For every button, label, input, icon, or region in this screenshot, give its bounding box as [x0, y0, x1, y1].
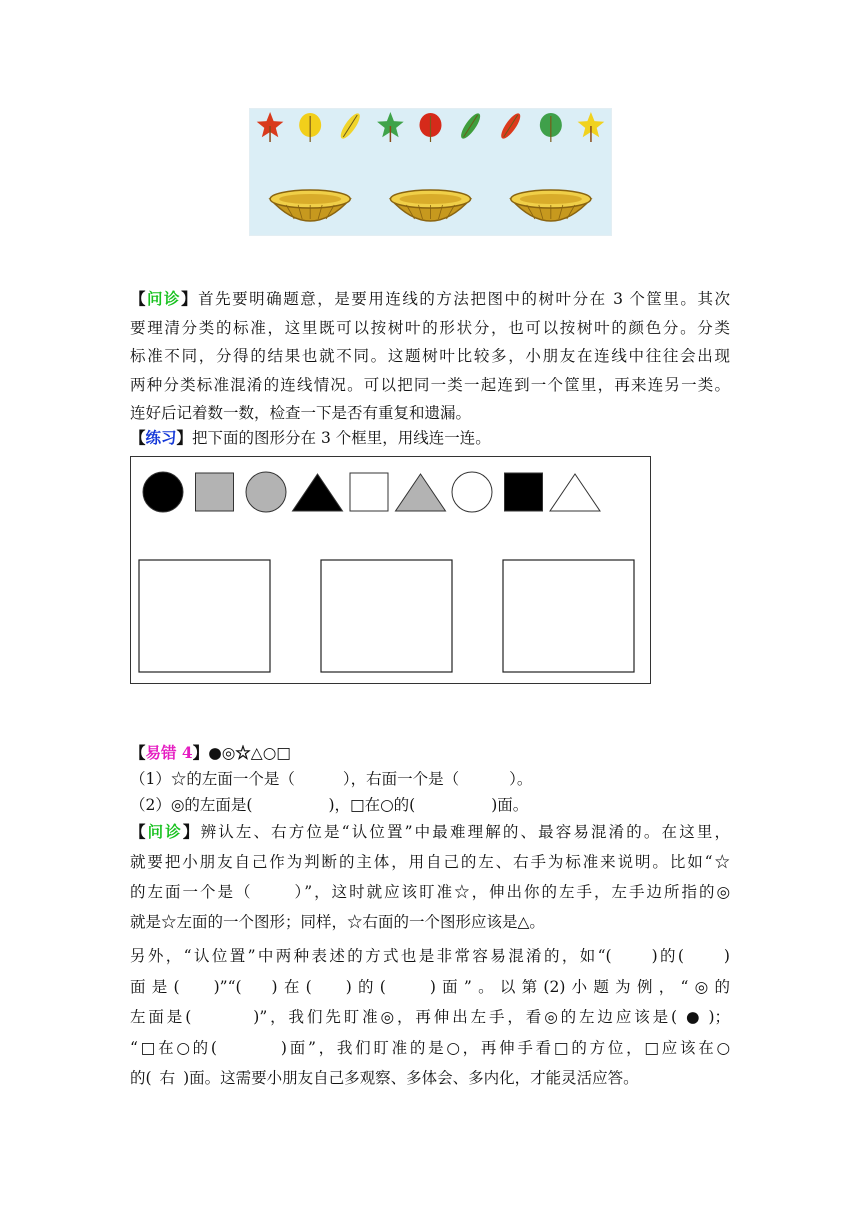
triangle-shape [550, 474, 600, 511]
question-2 [130, 793, 750, 817]
basket-icon [270, 190, 350, 221]
q2-part-c: )面。 [491, 796, 529, 814]
diagnosis1-line-3: 标准不同，分得的结果也就不同。这题树叶比较多，小朋友在连线中往往会出现 [130, 347, 730, 366]
diagnosis2-line-4: 就是☆左面的一个图形；同样，☆右面的一个图形应该是△。 [130, 913, 545, 931]
practice-text: 把下面的图形分在 3 个框里，用线连一连。 [192, 429, 491, 447]
leaves-and-baskets-picture [249, 108, 612, 236]
practice-heading [130, 424, 730, 453]
also-line-2e: )面”。以第(2)小题为例，“◎的 [429, 977, 730, 996]
basket-icon [391, 190, 471, 221]
also-line-2c: )在( [271, 977, 312, 996]
basket-icon [511, 190, 591, 221]
mistake4-tag-close: 】 [192, 743, 209, 762]
also-line-1b: )的( [651, 947, 684, 965]
circle-shape [143, 472, 183, 512]
answer-box [139, 560, 270, 672]
leaf-maple-icon [578, 112, 605, 142]
also-answer-right: 右 [159, 1069, 176, 1087]
shapes-exercise-box [130, 456, 651, 684]
also-answer-dot: ● [683, 1008, 703, 1026]
practice-tag-close: 】 [176, 428, 193, 447]
diagnosis-paragraph-1 [130, 285, 730, 428]
leaf-long-icon [338, 111, 363, 141]
q1-part-a: （1）☆的左面一个是（ [130, 770, 295, 788]
square-shape [505, 473, 543, 511]
also-line-3b: )”，我们先盯准◎，再伸出左手，看◎的左边应该是( [253, 1008, 678, 1026]
also-paragraph [130, 941, 730, 1094]
question-1 [130, 767, 750, 791]
also-line-1c: ) [723, 947, 730, 965]
diagnosis1-line-2: 要理清分类的标准，这里既可以按树叶的形状分，也可以按树叶的颜色分。分类 [130, 318, 730, 337]
mistake4-symbols: ●◎☆△○□ [208, 743, 291, 762]
also-line-5a: 的( [130, 1069, 152, 1087]
also-line-2a: 面是( [130, 977, 180, 996]
practice-tag: 练习 [145, 428, 177, 447]
diagnosis-paragraph-2 [130, 817, 730, 937]
also-line-1a: 另外，“认位置”中两种表述的方式也是非常容易混淆的，如“( [130, 947, 612, 965]
also-line-3c: )； [708, 1008, 730, 1026]
answer-box [503, 560, 634, 672]
leaf-maple-icon [257, 112, 284, 142]
q2-part-b: )，□在○的( [328, 796, 416, 814]
circle-shape [452, 472, 492, 512]
diagnosis2-line-2: 就要把小朋友自己作为判断的主体，用自己的左、右手为标准来说明。比如“☆ [130, 853, 730, 871]
q1-part-b: ），右面一个是（ [342, 770, 460, 788]
square-shape [350, 473, 388, 511]
square-shape [196, 473, 234, 511]
practice-tag-open: 【 [130, 428, 146, 447]
answer-box [321, 560, 452, 672]
diagnosis2-line-3a: 的左面一个是（ [130, 883, 253, 901]
leaf-round-icon [540, 113, 562, 142]
diagnosis2-line-1: 辨认左、右方位是“认位置”中最难理解的、最容易混淆的。在这里， [200, 823, 730, 841]
shapes-svg [131, 457, 652, 685]
also-line-2b: )”“( [213, 977, 242, 996]
also-line-5b: )面。这需要小朋友自己多观察、多体会、多内化，才能灵活应答。 [183, 1069, 639, 1087]
triangle-shape [293, 474, 343, 511]
q2-part-a: （2）◎的左面是( [130, 796, 253, 814]
leaf-round-icon [420, 113, 442, 142]
mistake4-tag-open: 【 [130, 743, 146, 762]
diagnosis2-line-3b: ）”，这时就应该盯准☆，伸出你的左手，左手边所指的◎ [292, 883, 730, 901]
diagnosis-tag: 【问诊】 [130, 289, 199, 308]
circle-shape [246, 472, 286, 512]
also-line-4b: )面”，我们盯准的是○，再伸手看□的方位，□应该在○ [280, 1038, 730, 1057]
diagnosis1-line-1: 首先要明确题意，是要用连线的方法把图中的树叶分在 3 个筐里。其次 [198, 290, 730, 308]
diagnosis1-line-4: 两种分类标准混淆的连线情况。可以把同一类一起连到一个筐里，再来连另一类。 [130, 375, 730, 394]
leaf-round-icon [299, 113, 321, 142]
leaf-long-icon [498, 111, 523, 141]
leaf-maple-icon [377, 112, 404, 142]
diagnosis1-line-5: 连好后记着数一数，检查一下是否有重复和遗漏。 [130, 404, 472, 423]
triangle-shape [396, 474, 446, 511]
also-line-2d: )的( [345, 977, 386, 996]
diagnosis2-tag: 【问诊】 [130, 822, 201, 841]
mistake4-tag: 易错 4 [145, 743, 193, 762]
also-line-4a: “□在○的( [130, 1038, 217, 1057]
mistake4-heading [130, 741, 750, 765]
q1-part-c: ）。 [509, 770, 533, 788]
leaf-long-icon [458, 111, 483, 141]
leaves-baskets-svg [250, 109, 611, 235]
also-line-3a: 左面是( [130, 1008, 192, 1026]
